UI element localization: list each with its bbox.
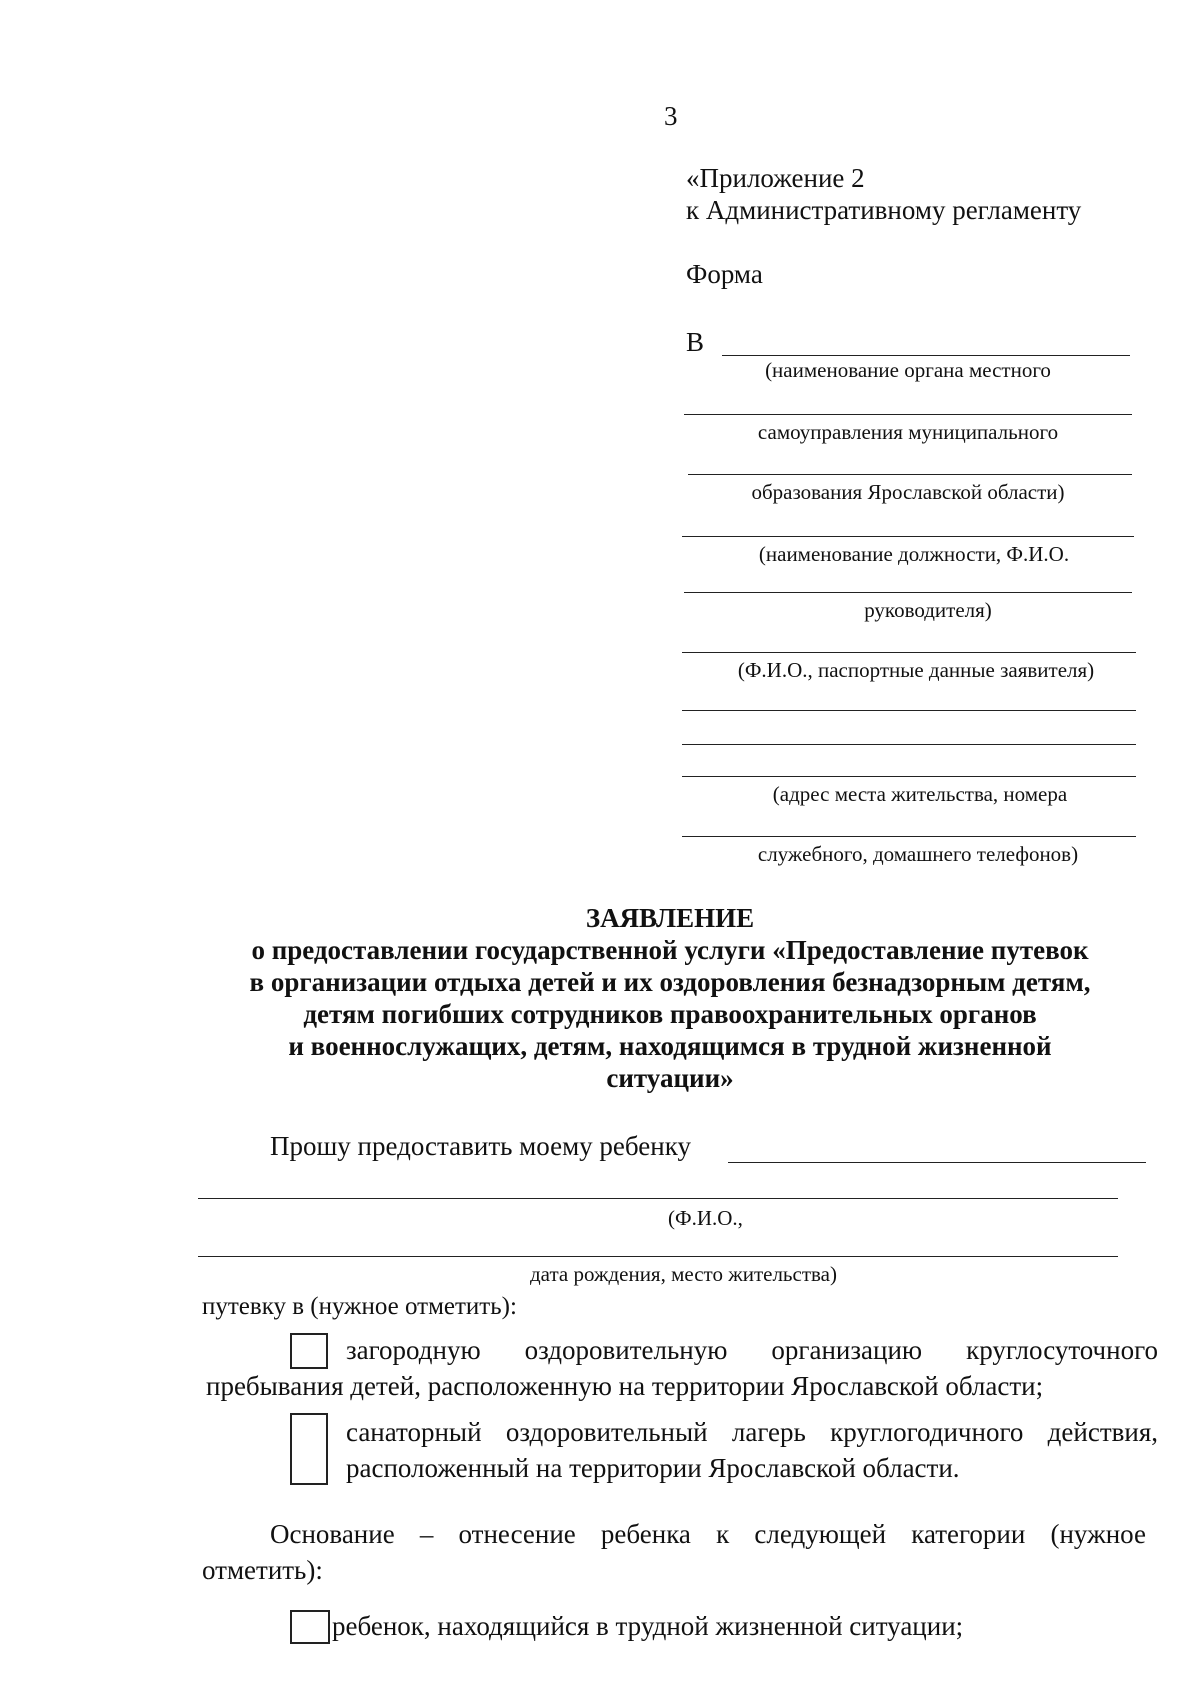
basis-line-1: Основание – отнесение ребенка к следующей категории (нужное: [270, 1519, 1146, 1549]
applicant-line-3: [682, 744, 1136, 745]
applicant-line-5: [682, 836, 1136, 837]
category-difficult-situation-checkbox[interactable]: [290, 1610, 330, 1644]
option-country-camp-line-2: пребывания детей, расположенную на территории Ярославской области;: [206, 1371, 1044, 1401]
addressee-caption-self-government: самоуправления муниципального: [757, 420, 1059, 444]
applicant-line-4: [682, 776, 1136, 777]
addressee-line-4: [682, 536, 1134, 537]
form-label: Форма: [686, 259, 763, 289]
applicant-caption-phones: служебного, домашнего телефонов): [757, 842, 1079, 866]
addressee-line-5: [684, 592, 1132, 593]
child-caption-birth: дата рождения, место жительства): [530, 1262, 837, 1286]
option-country-camp-checkbox[interactable]: [290, 1333, 328, 1369]
addressee-line-2: [684, 414, 1132, 415]
addressee-line-3: [688, 474, 1132, 475]
document-subject-line-4: и военнослужащих, детям, находящимся в трудной жизненной: [288, 1031, 1052, 1061]
option-sanatorium-line-2: расположенный на территории Ярославской области.: [346, 1453, 960, 1483]
addressee-caption-head: руководителя): [864, 598, 992, 622]
addressee-caption-municipality: образования Ярославской области): [751, 480, 1065, 504]
applicant-line-1: [682, 652, 1136, 653]
request-text: Прошу предоставить моему ребенку: [270, 1131, 691, 1161]
applicant-line-2: [682, 710, 1136, 711]
option-sanatorium-line-1: санаторный оздоровительный лагерь круглогодичного действия,: [346, 1417, 1158, 1447]
addressee-caption-org: (наименование органа местного: [765, 358, 1051, 382]
option-country-camp-line-1: загородную оздоровительную организацию круглосуточного: [346, 1335, 1158, 1365]
option-sanatorium-checkbox[interactable]: [290, 1413, 328, 1485]
appendix-reference: к Административному регламенту: [686, 195, 1082, 225]
document-subject-line-3: детям погибших сотрудников правоохранительных органов: [303, 999, 1037, 1029]
appendix-title: «Приложение 2: [686, 163, 865, 193]
child-line-2: [198, 1198, 1118, 1199]
document-subject-line-5: ситуации»: [606, 1063, 734, 1093]
voucher-text: путевку в (нужное отметить):: [202, 1293, 517, 1320]
addressee-org-line: [722, 355, 1130, 356]
applicant-caption-address: (адрес места жительства, номера: [772, 782, 1068, 806]
document-subject-line-2: в организации отдыха детей и их оздоровления безнадзорным детям,: [249, 967, 1091, 997]
category-difficult-situation-label: ребенок, находящийся в трудной жизненной ситуации;: [332, 1611, 964, 1641]
page-number: 3: [664, 101, 678, 131]
addressee-caption-position: (наименование должности, Ф.И.О.: [758, 542, 1070, 566]
applicant-caption-passport: (Ф.И.О., паспортные данные заявителя): [737, 658, 1095, 682]
child-name-line: [728, 1162, 1146, 1163]
document-heading: ЗАЯВЛЕНИЕ: [585, 903, 755, 933]
addressee-prefix: В: [686, 327, 705, 357]
document-subject-line-1: о предоставлении государственной услуги «Предоставление путевок: [251, 935, 1089, 965]
child-line-3: [198, 1256, 1118, 1257]
basis-line-2: отметить):: [202, 1555, 323, 1585]
child-caption-fio: (Ф.И.О.,: [668, 1206, 743, 1230]
